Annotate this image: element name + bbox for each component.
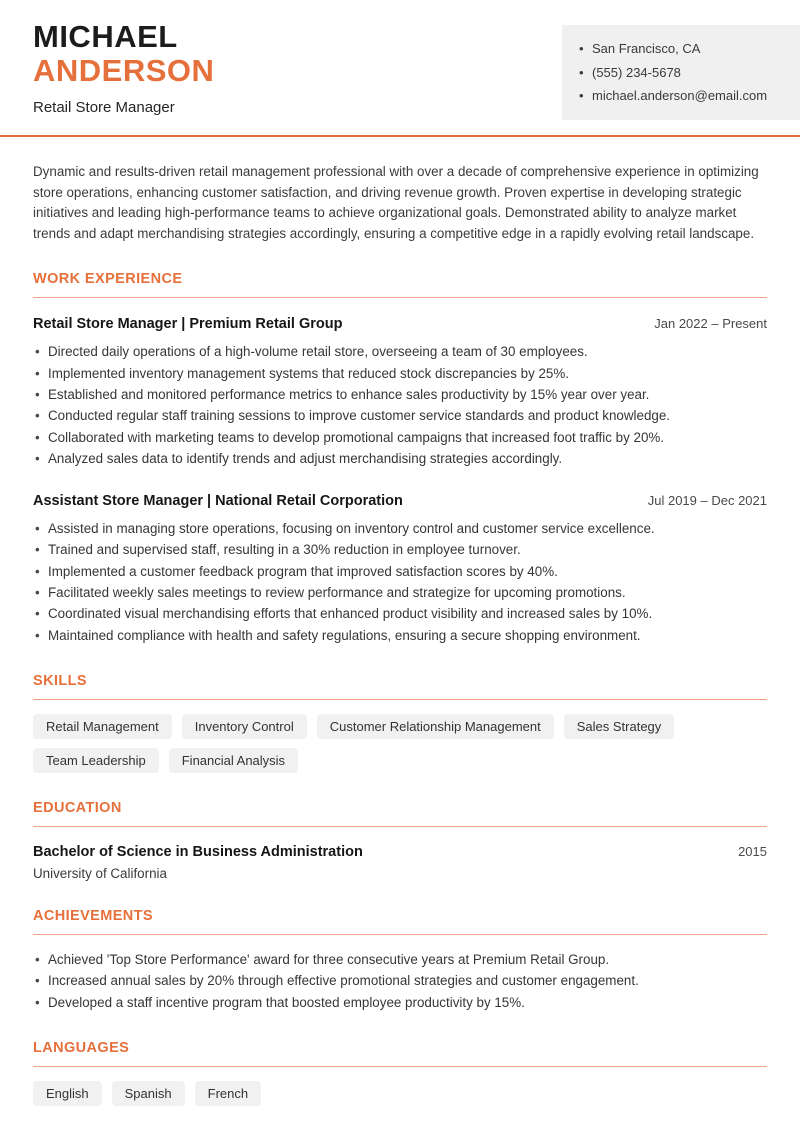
skill-tag: Sales Strategy bbox=[564, 714, 675, 739]
achievements-list bbox=[33, 949, 767, 1013]
section-education bbox=[33, 800, 767, 881]
header-divider bbox=[0, 135, 800, 137]
education-heading: EDUCATION bbox=[33, 799, 122, 816]
languages-tag-row bbox=[33, 1081, 767, 1106]
section-work-experience bbox=[33, 271, 767, 646]
job-bullet: • Established and monitored performance metrics to enhance sales productivity by 15% year over year. bbox=[33, 384, 767, 405]
education-school: University of California bbox=[33, 865, 167, 881]
job-bullet: • Analyzed sales data to identify trends and adjust merchandising strategies accordingly. bbox=[33, 448, 767, 469]
contact-list bbox=[579, 37, 790, 108]
language-tag: Spanish bbox=[112, 1081, 185, 1106]
skill-tag: Inventory Control bbox=[182, 714, 307, 739]
education-entry bbox=[33, 844, 767, 860]
candidate-name bbox=[33, 20, 214, 88]
contact-card bbox=[562, 25, 800, 120]
language-tag: English bbox=[33, 1081, 102, 1106]
skill-tag: Retail Management bbox=[33, 714, 172, 739]
job-title: Retail Store Manager | Premium Retail Group bbox=[33, 316, 343, 333]
job-bullet: • Implemented a customer feedback program that improved satisfaction scores by 40%. bbox=[33, 561, 767, 582]
contact-email: • michael.anderson@email.com bbox=[579, 84, 790, 108]
section-divider bbox=[33, 1066, 767, 1067]
skill-tag: Customer Relationship Management bbox=[317, 714, 554, 739]
job-bullet-list bbox=[33, 341, 767, 469]
achievement-bullet: • Achieved 'Top Store Performance' award for three consecutive years at Premium Retail Group. bbox=[33, 949, 767, 970]
skill-tag: Team Leadership bbox=[33, 748, 159, 773]
achievements-heading: ACHIEVEMENTS bbox=[33, 907, 154, 924]
contact-location: • San Francisco, CA bbox=[579, 37, 790, 61]
first-name: MICHAEL bbox=[33, 19, 178, 54]
job-bullet: • Trained and supervised staff, resulting in a 30% reduction in employee turnover. bbox=[33, 539, 767, 560]
achievement-bullet: • Increased annual sales by 20% through effective promotional strategies and customer engagement. bbox=[33, 970, 767, 991]
skill-tag: Financial Analysis bbox=[169, 748, 298, 773]
job-title: Assistant Store Manager | National Retail Corporation bbox=[33, 493, 403, 510]
job-bullet: • Implemented inventory management systems that reduced stock discrepancies by 25%. bbox=[33, 363, 767, 384]
education-year: 2015 bbox=[738, 843, 767, 859]
section-divider bbox=[33, 826, 767, 827]
name-block bbox=[33, 20, 214, 116]
contact-phone: • (555) 234-5678 bbox=[579, 61, 790, 85]
section-skills bbox=[33, 673, 767, 773]
achievement-bullet: • Developed a staff incentive program that boosted employee productivity by 15%. bbox=[33, 992, 767, 1013]
job-bullet: • Maintained compliance with health and safety regulations, ensuring a secure shopping environment. bbox=[33, 625, 767, 646]
job-bullet: • Coordinated visual merchandising efforts that enhanced product visibility and increased sales by 10%. bbox=[33, 603, 767, 624]
job-bullet: • Conducted regular staff training sessions to improve customer service standards and product knowledge. bbox=[33, 405, 767, 426]
section-languages bbox=[33, 1040, 767, 1106]
degree-title: Bachelor of Science in Business Administration bbox=[33, 843, 363, 860]
job-bullet: • Facilitated weekly sales meetings to review performance and strategize for upcoming promotions. bbox=[33, 582, 767, 603]
skills-tag-row bbox=[33, 714, 767, 773]
job-bullet: • Directed daily operations of a high-volume retail store, overseeing a team of 30 employees. bbox=[33, 341, 767, 362]
section-divider bbox=[33, 699, 767, 700]
summary-text: Dynamic and results-driven retail management professional with over a decade of comprehensive experience in optimizing store operations, enhancing customer satisfaction, and driving revenue growth. Proven expertise in developing strategic initiatives and leading high-performance teams to achieve organizational goals. Demonstrated ability to analyze market trends and adapt merchandising strategies accordingly, ensuring a competitive edge in a rapidly evolving retail landscape. bbox=[33, 164, 759, 241]
job-bullet-list bbox=[33, 518, 767, 646]
languages-heading: LANGUAGES bbox=[33, 1039, 130, 1056]
job-bullet: • Assisted in managing store operations, focusing on inventory control and customer service excellence. bbox=[33, 518, 767, 539]
job-bullet: • Collaborated with marketing teams to develop promotional campaigns that increased foot traffic by 20%. bbox=[33, 427, 767, 448]
last-name: ANDERSON bbox=[33, 53, 215, 88]
resume-header bbox=[0, 0, 800, 137]
section-divider bbox=[33, 934, 767, 935]
job-header bbox=[33, 493, 767, 509]
job-entry bbox=[33, 493, 767, 646]
section-achievements bbox=[33, 908, 767, 1013]
section-divider bbox=[33, 297, 767, 298]
work-experience-heading: WORK EXPERIENCE bbox=[33, 271, 183, 288]
job-dates: Jan 2022 – Present bbox=[654, 316, 767, 332]
job-entry bbox=[33, 316, 767, 469]
resume-body bbox=[0, 162, 800, 1106]
job-dates: Jul 2019 – Dec 2021 bbox=[647, 493, 767, 509]
language-tag: French bbox=[195, 1081, 261, 1106]
job-header bbox=[33, 316, 767, 332]
skills-heading: SKILLS bbox=[33, 672, 87, 689]
professional-title: Retail Store Manager bbox=[33, 99, 175, 116]
